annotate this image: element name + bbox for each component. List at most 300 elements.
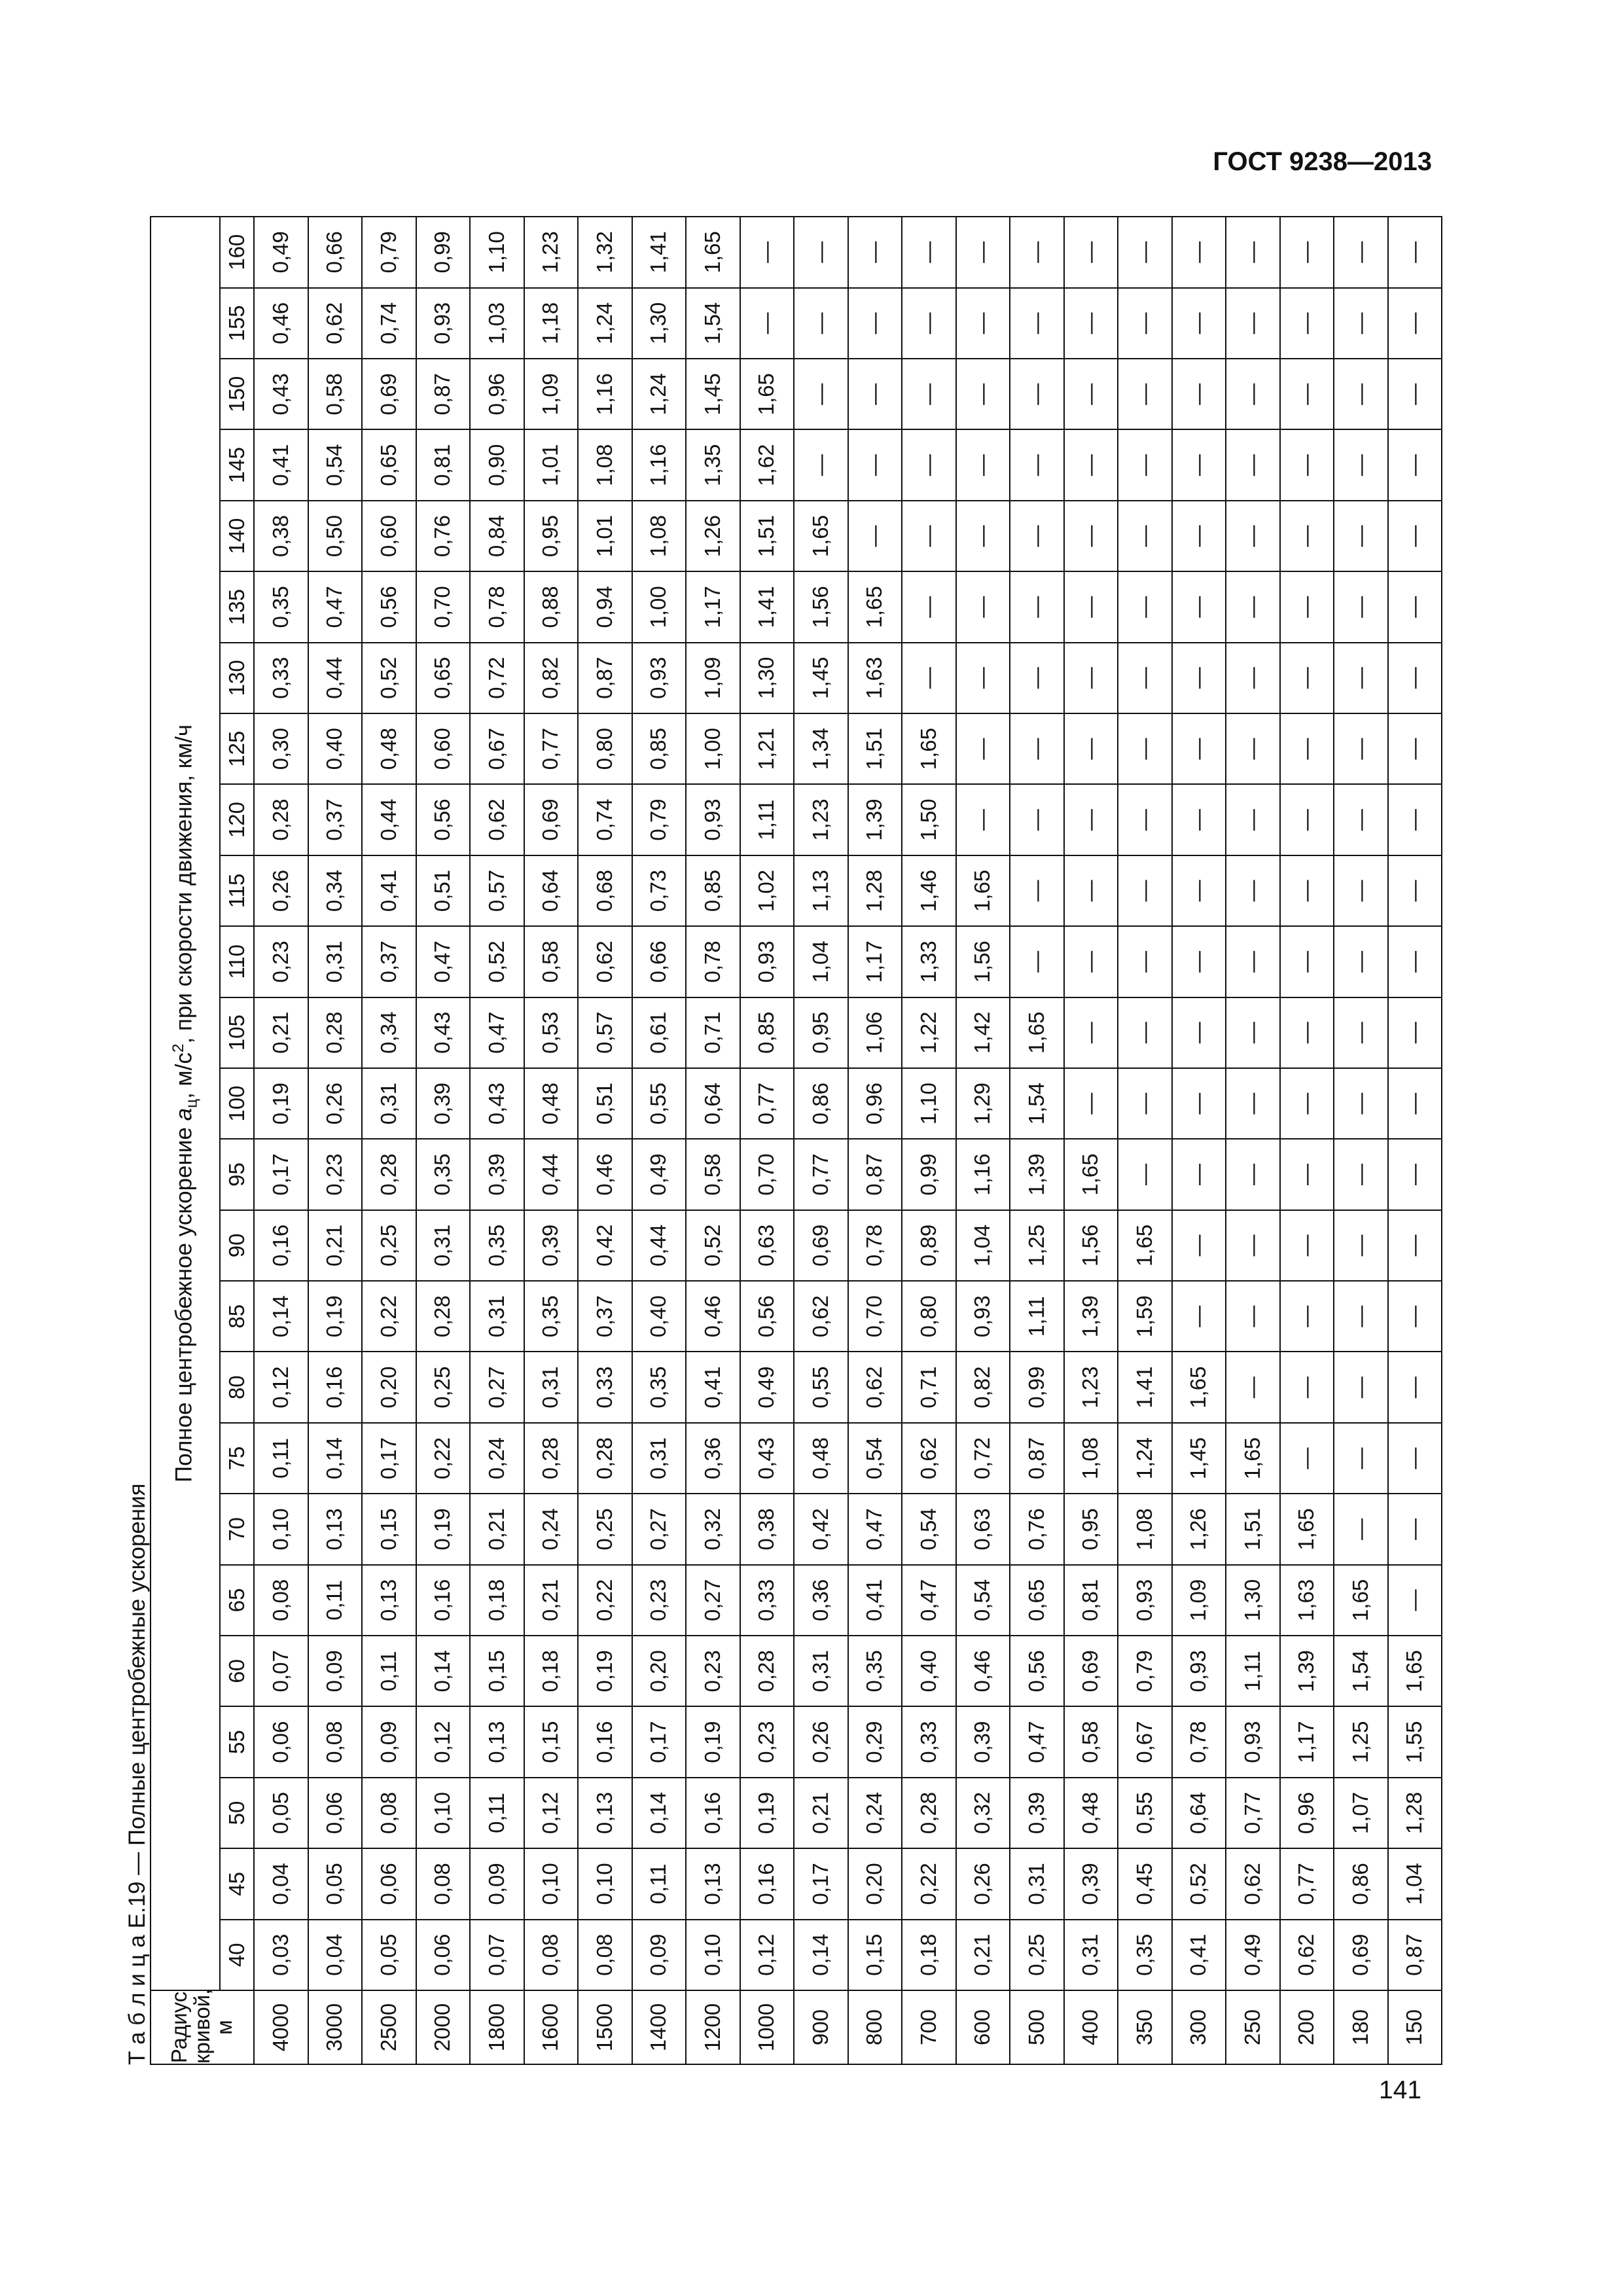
value-cell: — xyxy=(1172,1068,1226,1139)
value-cell: 0,08 xyxy=(578,1920,632,1990)
value-cell: 0,87 xyxy=(848,1139,902,1210)
value-cell: 0,21 xyxy=(794,1778,848,1848)
value-cell: 0,06 xyxy=(254,1706,308,1777)
value-cell: 0,89 xyxy=(902,1210,956,1281)
value-cell: 0,22 xyxy=(902,1848,956,1919)
value-cell: 0,77 xyxy=(794,1139,848,1210)
value-cell: 0,35 xyxy=(632,1352,687,1422)
value-cell: — xyxy=(1280,1068,1334,1139)
value-cell: — xyxy=(1280,784,1334,855)
value-cell: — xyxy=(1280,429,1334,500)
value-cell: 0,51 xyxy=(416,855,471,926)
value-cell: — xyxy=(1118,784,1172,855)
value-cell: — xyxy=(1064,1068,1118,1139)
table-row xyxy=(740,217,794,2064)
value-cell: — xyxy=(1172,997,1226,1068)
value-cell: 0,19 xyxy=(686,1706,740,1777)
value-cell: 0,60 xyxy=(362,501,416,571)
value-cell: 1,11 xyxy=(1010,1281,1064,1352)
value-cell: — xyxy=(1010,288,1064,359)
value-cell: — xyxy=(1172,571,1226,642)
value-cell: 0,58 xyxy=(1064,1706,1118,1777)
value-cell: — xyxy=(1226,855,1280,926)
value-cell: 0,52 xyxy=(470,926,524,997)
value-cell: 0,12 xyxy=(416,1706,471,1777)
value-cell: 1,45 xyxy=(686,359,740,429)
value-cell: 0,40 xyxy=(902,1636,956,1706)
value-cell: 0,14 xyxy=(254,1281,308,1352)
value-cell: — xyxy=(956,359,1010,429)
value-cell: — xyxy=(1064,359,1118,429)
speed-header-cell: 120 xyxy=(220,784,254,855)
value-cell: 0,25 xyxy=(578,1494,632,1564)
value-cell: — xyxy=(1064,997,1118,1068)
value-cell: 0,69 xyxy=(524,784,579,855)
value-cell: 0,56 xyxy=(416,784,471,855)
value-cell: 0,33 xyxy=(740,1565,794,1636)
value-cell: — xyxy=(1010,359,1064,429)
value-cell: 0,93 xyxy=(1118,1565,1172,1636)
value-cell: 0,44 xyxy=(362,784,416,855)
value-cell: — xyxy=(1388,997,1442,1068)
value-cell: 0,05 xyxy=(362,1920,416,1990)
value-cell: 0,31 xyxy=(362,1068,416,1139)
value-cell: — xyxy=(794,359,848,429)
value-cell: — xyxy=(1226,359,1280,429)
value-cell: 1,59 xyxy=(1118,1281,1172,1352)
value-cell: 1,30 xyxy=(632,288,687,359)
value-cell: 1,04 xyxy=(794,926,848,997)
value-cell: — xyxy=(1226,217,1280,288)
value-cell: 0,47 xyxy=(416,926,471,997)
radius-cell: 200 xyxy=(1280,1990,1334,2064)
value-cell: 1,65 xyxy=(1280,1494,1334,1564)
value-cell: 0,39 xyxy=(1010,1778,1064,1848)
table-row xyxy=(1064,217,1118,2064)
radius-cell: 180 xyxy=(1334,1990,1388,2064)
value-cell: 0,56 xyxy=(740,1281,794,1352)
value-cell: 0,11 xyxy=(632,1848,687,1919)
value-cell: 0,81 xyxy=(416,429,471,500)
value-cell: — xyxy=(1226,1139,1280,1210)
value-cell: 0,22 xyxy=(578,1565,632,1636)
table-row xyxy=(1118,217,1172,2064)
value-cell: 0,93 xyxy=(416,288,471,359)
value-cell: 0,82 xyxy=(956,1352,1010,1422)
value-cell: 0,24 xyxy=(524,1494,579,1564)
value-cell: 0,25 xyxy=(416,1352,471,1422)
value-cell: 0,29 xyxy=(848,1706,902,1777)
value-cell: 0,46 xyxy=(686,1281,740,1352)
value-cell: — xyxy=(1280,571,1334,642)
value-cell: — xyxy=(902,429,956,500)
radius-cell: 2500 xyxy=(362,1990,416,2064)
speed-header-cell: 95 xyxy=(220,1139,254,1210)
value-cell: — xyxy=(740,217,794,288)
value-cell: 1,32 xyxy=(578,217,632,288)
value-cell: 0,24 xyxy=(470,1423,524,1494)
value-cell: 0,18 xyxy=(902,1920,956,1990)
value-cell: 0,21 xyxy=(470,1494,524,1564)
value-cell: 1,04 xyxy=(1388,1848,1442,1919)
value-cell: — xyxy=(1388,1565,1442,1636)
value-cell: — xyxy=(1064,288,1118,359)
value-cell: — xyxy=(1388,571,1442,642)
value-cell: 0,49 xyxy=(632,1139,687,1210)
value-cell: 1,35 xyxy=(686,429,740,500)
radius-cell: 700 xyxy=(902,1990,956,2064)
value-cell: 0,72 xyxy=(470,643,524,713)
value-cell: — xyxy=(956,713,1010,784)
value-cell: 1,50 xyxy=(902,784,956,855)
value-cell: 1,24 xyxy=(632,359,687,429)
value-cell: 0,65 xyxy=(416,643,471,713)
value-cell: 0,33 xyxy=(902,1706,956,1777)
value-cell: 0,13 xyxy=(362,1565,416,1636)
value-cell: — xyxy=(848,288,902,359)
value-cell: 0,64 xyxy=(524,855,579,926)
value-cell: — xyxy=(1388,288,1442,359)
value-cell: — xyxy=(1226,713,1280,784)
value-cell: 1,30 xyxy=(740,643,794,713)
value-cell: — xyxy=(848,501,902,571)
radius-cell: 800 xyxy=(848,1990,902,2064)
value-cell: 0,93 xyxy=(740,926,794,997)
value-cell: 0,70 xyxy=(740,1139,794,1210)
speed-header-cell: 60 xyxy=(220,1636,254,1706)
value-cell: — xyxy=(1280,359,1334,429)
value-cell: 1,21 xyxy=(740,713,794,784)
speed-header-cell: 140 xyxy=(220,501,254,571)
value-cell: 0,26 xyxy=(956,1848,1010,1919)
value-cell: 0,62 xyxy=(848,1352,902,1422)
value-cell: 0,54 xyxy=(956,1565,1010,1636)
value-cell: — xyxy=(1118,643,1172,713)
value-cell: — xyxy=(1334,571,1388,642)
value-cell: 0,21 xyxy=(254,997,308,1068)
value-cell: 0,17 xyxy=(632,1706,687,1777)
value-cell: 0,26 xyxy=(254,855,308,926)
value-cell: 0,37 xyxy=(578,1281,632,1352)
value-cell: 0,38 xyxy=(740,1494,794,1564)
value-cell: 0,37 xyxy=(362,926,416,997)
value-cell: 0,28 xyxy=(254,784,308,855)
value-cell: 0,69 xyxy=(1334,1920,1388,1990)
value-cell: 0,93 xyxy=(686,784,740,855)
table-header-row-1 xyxy=(151,217,220,2064)
value-cell: 0,90 xyxy=(470,429,524,500)
value-cell: 0,35 xyxy=(524,1281,579,1352)
value-cell: — xyxy=(956,288,1010,359)
value-cell: 0,57 xyxy=(578,997,632,1068)
value-cell: 0,46 xyxy=(254,288,308,359)
value-cell: 0,12 xyxy=(524,1778,579,1848)
value-cell: 0,41 xyxy=(362,855,416,926)
radius-cell: 1200 xyxy=(686,1990,740,2064)
value-cell: 0,62 xyxy=(902,1423,956,1494)
value-cell: 0,14 xyxy=(308,1423,363,1494)
value-cell: 0,38 xyxy=(254,501,308,571)
value-cell: — xyxy=(1064,501,1118,571)
value-cell: — xyxy=(1388,855,1442,926)
value-cell: 1,54 xyxy=(1334,1636,1388,1706)
value-cell: 0,87 xyxy=(1388,1920,1442,1990)
value-cell: 1,63 xyxy=(848,643,902,713)
speed-header-cell: 45 xyxy=(220,1848,254,1919)
radius-cell: 350 xyxy=(1118,1990,1172,2064)
value-cell: 0,53 xyxy=(524,997,579,1068)
value-cell: 1,01 xyxy=(524,429,579,500)
value-cell: 0,08 xyxy=(308,1706,363,1777)
value-cell: 1,25 xyxy=(1010,1210,1064,1281)
value-cell: — xyxy=(1334,926,1388,997)
value-cell: 1,01 xyxy=(578,501,632,571)
value-cell: 1,04 xyxy=(956,1210,1010,1281)
value-cell: 0,08 xyxy=(524,1920,579,1990)
speed-header-cell: 100 xyxy=(220,1068,254,1139)
value-cell: 0,41 xyxy=(254,429,308,500)
value-cell: — xyxy=(1334,643,1388,713)
value-cell: 0,85 xyxy=(686,855,740,926)
value-cell: 0,46 xyxy=(578,1139,632,1210)
value-cell: — xyxy=(848,217,902,288)
value-cell: — xyxy=(1118,429,1172,500)
speed-group-header xyxy=(151,217,220,1990)
value-cell: 0,95 xyxy=(1064,1494,1118,1564)
value-cell: 0,54 xyxy=(308,429,363,500)
value-cell: 1,51 xyxy=(848,713,902,784)
value-cell: 0,08 xyxy=(362,1778,416,1848)
value-cell: 0,36 xyxy=(686,1423,740,1494)
value-cell: — xyxy=(1118,926,1172,997)
value-cell: 0,57 xyxy=(470,855,524,926)
value-cell: 0,16 xyxy=(254,1210,308,1281)
value-cell: 1,16 xyxy=(578,359,632,429)
value-cell: 0,13 xyxy=(686,1848,740,1919)
value-cell: 0,17 xyxy=(254,1139,308,1210)
value-cell: — xyxy=(1334,359,1388,429)
value-cell: 0,26 xyxy=(794,1706,848,1777)
value-cell: 0,32 xyxy=(956,1778,1010,1848)
value-cell: 0,41 xyxy=(1172,1920,1226,1990)
value-cell: 0,23 xyxy=(308,1139,363,1210)
value-cell: 0,99 xyxy=(902,1139,956,1210)
table-row xyxy=(956,217,1010,2064)
value-cell: — xyxy=(1280,997,1334,1068)
table-row xyxy=(416,217,471,2064)
value-cell: 0,13 xyxy=(578,1778,632,1848)
value-cell: — xyxy=(1388,1352,1442,1422)
value-cell: 0,72 xyxy=(956,1423,1010,1494)
value-cell: 0,21 xyxy=(308,1210,363,1281)
value-cell: — xyxy=(1280,926,1334,997)
value-cell: — xyxy=(1280,288,1334,359)
value-cell: 0,35 xyxy=(470,1210,524,1281)
value-cell: 1,06 xyxy=(848,997,902,1068)
value-cell: — xyxy=(1064,429,1118,500)
value-cell: — xyxy=(1064,643,1118,713)
value-cell: 0,78 xyxy=(686,926,740,997)
value-cell: 0,31 xyxy=(416,1210,471,1281)
value-cell: 0,87 xyxy=(1010,1423,1064,1494)
value-cell: 1,18 xyxy=(524,288,579,359)
value-cell: 0,85 xyxy=(740,997,794,1068)
value-cell: — xyxy=(1388,784,1442,855)
value-cell: 0,44 xyxy=(524,1139,579,1210)
value-cell: 0,06 xyxy=(308,1778,363,1848)
value-cell: — xyxy=(1226,1210,1280,1281)
speed-header-cell: 75 xyxy=(220,1423,254,1494)
value-cell: 1,07 xyxy=(1334,1778,1388,1848)
value-cell: 0,62 xyxy=(1226,1848,1280,1919)
value-cell: 0,07 xyxy=(470,1920,524,1990)
value-cell: 0,39 xyxy=(470,1139,524,1210)
radius-cell: 900 xyxy=(794,1990,848,2064)
value-cell: 0,62 xyxy=(470,784,524,855)
value-cell: 0,27 xyxy=(632,1494,687,1564)
value-cell: 0,28 xyxy=(578,1423,632,1494)
value-cell: 0,25 xyxy=(1010,1920,1064,1990)
value-cell: 0,48 xyxy=(524,1068,579,1139)
value-cell: — xyxy=(1280,1281,1334,1352)
value-cell: 0,86 xyxy=(1334,1848,1388,1919)
value-cell: 0,19 xyxy=(416,1494,471,1564)
value-cell: 0,66 xyxy=(308,217,363,288)
value-cell: 0,58 xyxy=(686,1139,740,1210)
value-cell: 0,71 xyxy=(902,1352,956,1422)
value-cell: 1,46 xyxy=(902,855,956,926)
value-cell: 1,39 xyxy=(1010,1139,1064,1210)
value-cell: 0,35 xyxy=(254,571,308,642)
group-header-pre: Полное центробежное ускорение xyxy=(171,1121,197,1482)
value-cell: — xyxy=(1388,1423,1442,1494)
value-cell: 0,23 xyxy=(740,1706,794,1777)
value-cell: — xyxy=(1226,288,1280,359)
value-cell: 0,95 xyxy=(524,501,579,571)
value-cell: 0,95 xyxy=(794,997,848,1068)
value-cell: 0,47 xyxy=(308,571,363,642)
speed-header-cell: 125 xyxy=(220,713,254,784)
value-cell: 0,24 xyxy=(848,1778,902,1848)
value-cell: 0,74 xyxy=(578,784,632,855)
value-cell: 0,23 xyxy=(686,1636,740,1706)
table-row xyxy=(578,217,632,2064)
value-cell: 1,65 xyxy=(740,359,794,429)
value-cell: 0,42 xyxy=(794,1494,848,1564)
value-cell: 0,21 xyxy=(524,1565,579,1636)
value-cell: 0,14 xyxy=(632,1778,687,1848)
value-cell: 0,32 xyxy=(686,1494,740,1564)
value-cell: — xyxy=(1280,1423,1334,1494)
value-cell: 0,28 xyxy=(416,1281,471,1352)
value-cell: 0,10 xyxy=(254,1494,308,1564)
value-cell: 1,42 xyxy=(956,997,1010,1068)
speed-header-cell: 150 xyxy=(220,359,254,429)
value-cell: — xyxy=(1226,643,1280,713)
table-row xyxy=(1388,217,1442,2064)
value-cell: 0,99 xyxy=(416,217,471,288)
speed-header-cell: 115 xyxy=(220,855,254,926)
value-cell: 1,17 xyxy=(686,571,740,642)
value-cell: 0,85 xyxy=(632,713,687,784)
table-row xyxy=(308,217,363,2064)
group-header-a: a xyxy=(171,1107,197,1121)
table-row xyxy=(686,217,740,2064)
value-cell: 0,08 xyxy=(254,1565,308,1636)
value-cell: 0,79 xyxy=(632,784,687,855)
value-cell: — xyxy=(1064,784,1118,855)
radius-cell: 4000 xyxy=(254,1990,308,2064)
value-cell: 0,62 xyxy=(308,288,363,359)
value-cell: — xyxy=(1226,1352,1280,1422)
speed-header-cell: 40 xyxy=(220,1920,254,1990)
value-cell: 1,10 xyxy=(902,1068,956,1139)
value-cell: 0,77 xyxy=(740,1068,794,1139)
value-cell: 0,39 xyxy=(1064,1848,1118,1919)
value-cell: 0,68 xyxy=(578,855,632,926)
value-cell: — xyxy=(1334,429,1388,500)
value-cell: 0,27 xyxy=(470,1352,524,1422)
value-cell: 0,48 xyxy=(794,1423,848,1494)
value-cell: — xyxy=(1064,855,1118,926)
table-row xyxy=(362,217,416,2064)
value-cell: 0,12 xyxy=(740,1920,794,1990)
acceleration-table xyxy=(150,216,1442,2065)
value-cell: — xyxy=(1172,429,1226,500)
value-cell: 1,11 xyxy=(740,784,794,855)
value-cell: 0,71 xyxy=(686,997,740,1068)
value-cell: 0,35 xyxy=(1118,1920,1172,1990)
value-cell: — xyxy=(1334,288,1388,359)
value-cell: 1,41 xyxy=(632,217,687,288)
value-cell: 1,17 xyxy=(1280,1706,1334,1777)
standard-header: ГОСТ 9238—2013 xyxy=(1213,147,1432,176)
value-cell: — xyxy=(1118,359,1172,429)
value-cell: 0,82 xyxy=(524,643,579,713)
value-cell: 1,09 xyxy=(524,359,579,429)
value-cell: — xyxy=(1064,926,1118,997)
value-cell: 0,64 xyxy=(1172,1778,1226,1848)
value-cell: 0,31 xyxy=(308,926,363,997)
value-cell: 0,05 xyxy=(308,1848,363,1919)
value-cell: — xyxy=(1172,643,1226,713)
speed-header-cell: 105 xyxy=(220,997,254,1068)
value-cell: 0,60 xyxy=(416,713,471,784)
value-cell: 1,65 xyxy=(1334,1565,1388,1636)
value-cell: 0,44 xyxy=(308,643,363,713)
value-cell: 1,09 xyxy=(1172,1565,1226,1636)
value-cell: 0,54 xyxy=(902,1494,956,1564)
value-cell: 0,87 xyxy=(578,643,632,713)
value-cell: — xyxy=(1226,501,1280,571)
value-cell: — xyxy=(1010,429,1064,500)
value-cell: 1,62 xyxy=(740,429,794,500)
value-cell: 0,15 xyxy=(524,1706,579,1777)
radius-cell: 600 xyxy=(956,1990,1010,2064)
value-cell: 1,02 xyxy=(740,855,794,926)
value-cell: 1,08 xyxy=(1118,1494,1172,1564)
caption-title: Е.19 — Полные центробежные ускорения xyxy=(124,1483,150,1935)
value-cell: — xyxy=(848,429,902,500)
value-cell: 0,13 xyxy=(308,1494,363,1564)
table-row xyxy=(254,217,308,2064)
value-cell: — xyxy=(1388,1139,1442,1210)
value-cell: — xyxy=(740,288,794,359)
value-cell: 0,17 xyxy=(362,1423,416,1494)
value-cell: 0,43 xyxy=(470,1068,524,1139)
value-cell: 0,65 xyxy=(1010,1565,1064,1636)
table-row xyxy=(1172,217,1226,2064)
